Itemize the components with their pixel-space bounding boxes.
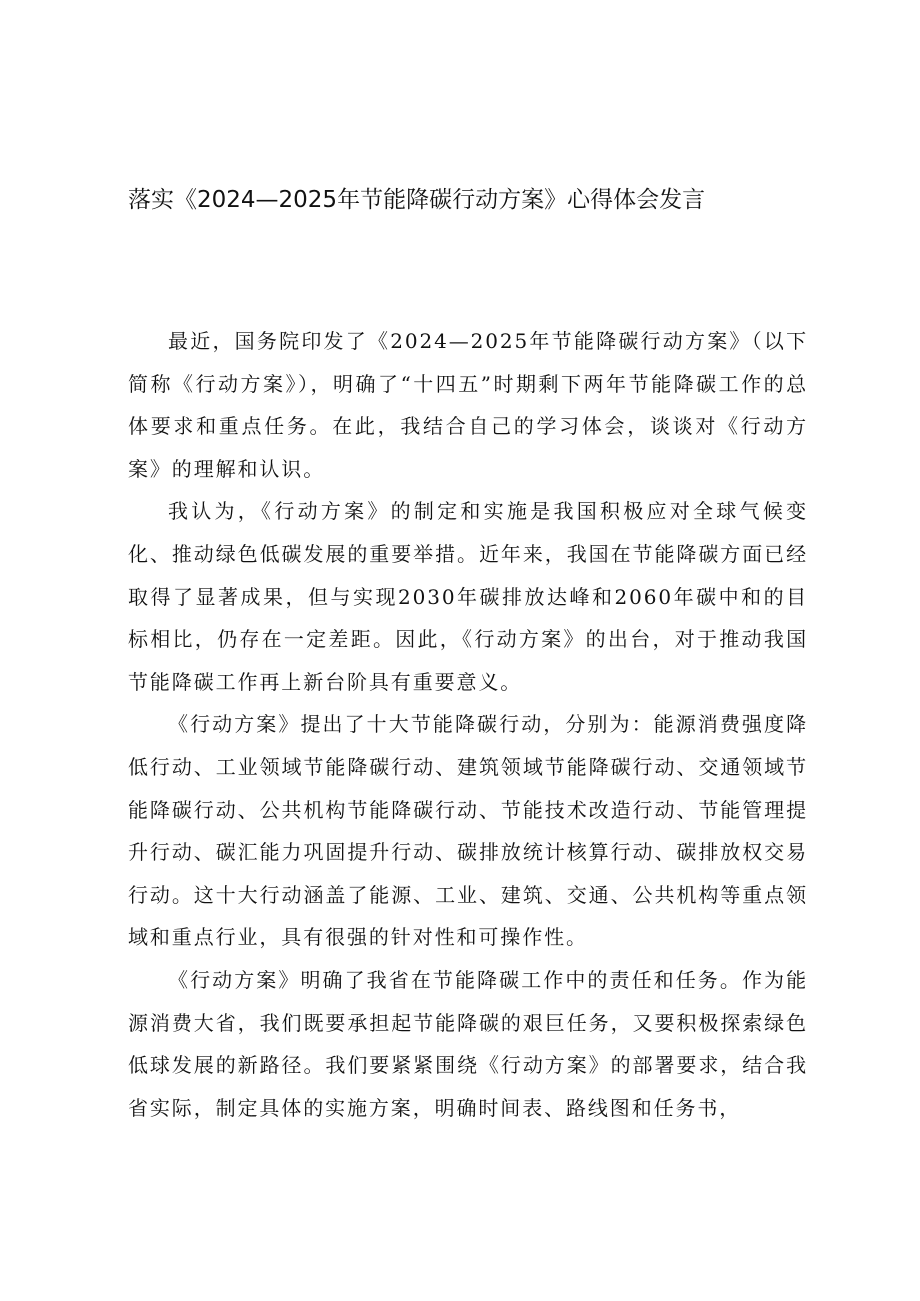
paragraph-1: 最近，国务院印发了《2024—2025年节能降碳行动方案》（以下简称《行动方案》），明确了“十四五”时期剩下两年节能降碳工作的总体要求和重点任务。在此，我结合自己的学习体会，谈谈对《行动方案》的理解和认识。 — [128, 329, 808, 481]
paragraph-4: 《行动方案》明确了我省在节能降碳工作中的责任和任务。作为能源消费大省，我们既要承担起节能降碳的艰巨任务，又要积极探索绿色低球发展的新路径。我们要紧紧围绕《行动方案》的部署要求，结合我省实际，制定具体的实施方案，明确时间表、路线图和任务书， — [128, 967, 808, 1120]
paragraph-2: 我认为，《行动方案》的制定和实施是我国积极应对全球气候变化、推动绿色低碳发展的重要举措。近年来，我国在节能降碳方面已经取得了显著成果，但与实现2030年碳排放达峰和2060年碳中和的目标相比，仍存在一定差距。因此，《行动方案》的出台，对于推动我国节能降碳工作再上新台阶具有重要意义。 — [128, 499, 808, 694]
document-body — [128, 320, 808, 1129]
paragraph-3: 《行动方案》提出了十大节能降碳行动，分别为：能源消费强度降低行动、工业领域节能降碳行动、建筑领域节能降碳行动、交通领域节能降碳行动、公共机构节能降碳行动、节能技术改造行动、节能管理提升行动、碳汇能力巩固提升行动、碳排放统计核算行动、碳排放权交易行动。这十大行动涵盖了能源、工业、建筑、交通、公共机构等重点领域和重点行业，具有很强的针对性和可操作性。 — [128, 712, 808, 950]
document-title: 落实《2024—2025年节能降碳行动方案》心得体会发言 — [128, 187, 706, 213]
